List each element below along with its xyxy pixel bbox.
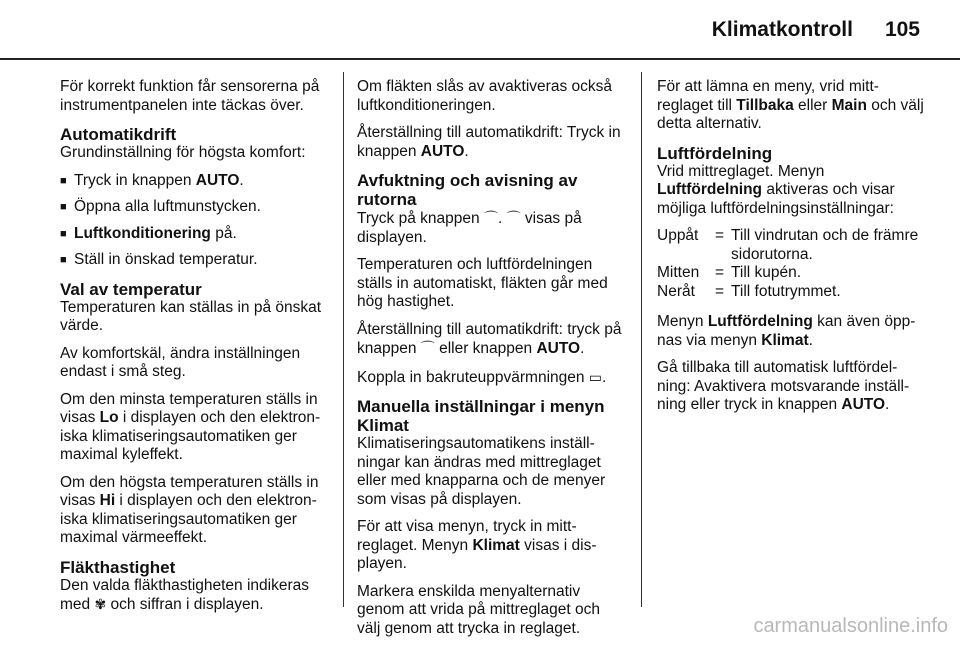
text: Den valda fläkthastigheten indikeras med bbox=[60, 576, 310, 613]
text: . bbox=[885, 396, 890, 413]
windshield-defrost-icon: ⌒ bbox=[506, 210, 521, 226]
paragraph: Markera enskilda menyalternativ genom att vrida på mittreglaget och välj genom att trycka in reglaget. bbox=[357, 582, 600, 637]
list-item: ■ Öppna alla luftmunstycken. bbox=[60, 198, 328, 217]
bold-text: Main bbox=[831, 96, 867, 114]
text: och välj detta alternativ. bbox=[657, 96, 924, 132]
paragraph: Temperaturen kan ställas in på önskat värde. bbox=[60, 298, 322, 334]
text: eller bbox=[793, 96, 832, 114]
windshield-defrost-icon: ⌒ bbox=[420, 340, 435, 356]
bold-text: Klimat bbox=[472, 536, 520, 554]
text: Återställning till automatikdrift: Tryck in knappen bbox=[357, 124, 621, 160]
paragraph: Klimatiseringsautomatikens inställ-ningar kan ändras med mittreglaget eller med knapparna och de menyer som visas på displayen. bbox=[357, 435, 606, 508]
bold-text: AUTO bbox=[841, 396, 886, 413]
paragraph bbox=[357, 518, 625, 574]
column-2 bbox=[357, 78, 625, 647]
text: Koppla in bakruteuppvärmningen bbox=[357, 368, 589, 386]
text: visas i dis-playen. bbox=[357, 536, 597, 572]
definition: Till kupén. bbox=[731, 264, 802, 281]
list-item bbox=[60, 172, 328, 191]
heading-automatic: Automatikdrift bbox=[60, 125, 177, 144]
equals: = bbox=[715, 227, 725, 244]
paragraph bbox=[657, 359, 925, 415]
bold-text: Lo bbox=[99, 409, 119, 426]
column-divider bbox=[343, 72, 344, 607]
paragraph bbox=[60, 577, 328, 615]
text: . bbox=[497, 210, 507, 227]
paragraph bbox=[357, 321, 625, 359]
page-header bbox=[712, 18, 920, 42]
definition: Till fotutrymmet. bbox=[731, 282, 841, 300]
bold-text: Luftfördelning bbox=[707, 313, 813, 330]
equals: = bbox=[715, 264, 725, 281]
text: Om den högsta temperaturen ställs in visas bbox=[60, 473, 319, 509]
paragraph bbox=[60, 391, 328, 465]
list-item bbox=[60, 225, 328, 244]
text: För att visa menyn, tryck in mitt-reglaget. Menyn bbox=[357, 518, 577, 554]
column-divider bbox=[641, 72, 642, 607]
text: Tryck på knappen bbox=[357, 210, 484, 227]
heading-manual: Manuella inställningar i menyn Klimat bbox=[357, 397, 605, 435]
page-title: Klimatkontroll bbox=[711, 18, 853, 41]
text: Återställning till automatikdrift: tryck på knappen bbox=[357, 320, 622, 357]
paragraph bbox=[657, 78, 925, 134]
equals: = bbox=[715, 282, 725, 300]
paragraph: Grundinställning för högsta komfort: bbox=[60, 144, 306, 161]
windshield-defrost-icon: ⌒ bbox=[483, 210, 498, 226]
heading-distribution: Luftfördelning bbox=[657, 143, 773, 163]
text: . bbox=[239, 171, 244, 189]
term: Mitten bbox=[657, 264, 700, 281]
column-1 bbox=[60, 78, 328, 624]
bold-text: AUTO bbox=[420, 142, 465, 160]
text: Menyn bbox=[657, 313, 708, 330]
text: . bbox=[580, 340, 585, 357]
bold-text: Hi bbox=[99, 492, 116, 509]
text: i displayen och den elektron-iska klimatiseringsautomatiken ger maximal kyleffekt. bbox=[60, 409, 321, 463]
heading-defrost: Avfuktning och avisning av rutorna bbox=[357, 171, 578, 209]
paragraph bbox=[657, 163, 925, 219]
paragraph bbox=[60, 474, 328, 548]
heading-temperature: Val av temperatur bbox=[60, 279, 202, 299]
paragraph bbox=[357, 209, 625, 247]
text: kan även öpp-nas via menyn bbox=[657, 313, 916, 349]
text: Tryck in knappen bbox=[74, 171, 196, 189]
paragraph bbox=[357, 368, 625, 388]
bold-text: Klimat bbox=[761, 331, 809, 349]
list-item: ■ Ställ in önskad temperatur. bbox=[60, 251, 328, 270]
paragraph bbox=[357, 124, 625, 161]
watermark: carmanualsonline.info bbox=[753, 615, 948, 637]
text: . bbox=[464, 142, 469, 160]
text: visas på displayen. bbox=[357, 210, 582, 246]
paragraph: Om fläkten slås av avaktiveras också luftkonditioneringen. bbox=[357, 78, 612, 114]
bold-text: Luftkonditionering bbox=[74, 224, 211, 242]
page-number: 105 bbox=[884, 18, 920, 41]
bold-text: AUTO bbox=[536, 340, 581, 357]
text: eller knappen bbox=[434, 340, 537, 357]
text: på. bbox=[210, 224, 237, 242]
definition-row bbox=[657, 264, 925, 283]
bold-text: AUTO bbox=[195, 171, 240, 189]
fan-icon: ✾ bbox=[94, 596, 107, 612]
text: . bbox=[602, 368, 607, 386]
text: . bbox=[808, 331, 813, 349]
bold-text: Tillbaka bbox=[736, 96, 794, 114]
definition-row bbox=[657, 283, 925, 302]
definition: Till vindrutan och de främre sidorutorna. bbox=[731, 227, 919, 263]
column-3 bbox=[657, 78, 925, 424]
text: i displayen och den elektron-iska klimatiseringsautomatiken ger maximal värmeeffekt. bbox=[60, 492, 317, 546]
paragraph bbox=[657, 313, 925, 350]
text: Om den minsta temperaturen ställs in visas bbox=[60, 390, 318, 426]
term: Neråt bbox=[657, 282, 695, 300]
definition-table bbox=[657, 227, 925, 301]
paragraph: Temperaturen och luftfördelningen ställs in automatiskt, fläkten går med hög hastighet. bbox=[357, 256, 608, 310]
text: Gå tillbaka till automatisk luftfördel-ning: Avaktivera motsvarande inställ-ning eller tryck in knappen bbox=[657, 359, 910, 413]
definition-row bbox=[657, 227, 925, 264]
text: Vrid mittreglaget. Menyn bbox=[657, 162, 825, 180]
bold-text: Luftfördelning bbox=[657, 181, 763, 198]
heading-fan: Fläkthastighet bbox=[60, 557, 176, 577]
header-rule bbox=[0, 58, 960, 60]
text: aktiveras och visar möjliga luftfördelningsinställningar: bbox=[657, 181, 895, 217]
paragraph: För korrekt funktion får sensorerna på instrumentpanelen inte täckas över. bbox=[60, 78, 320, 114]
text: och siffran i displayen. bbox=[106, 596, 264, 613]
paragraph: Av komfortskäl, ändra inställningen endast i små steg. bbox=[60, 344, 301, 380]
rear-window-heat-icon: ▭ bbox=[588, 368, 603, 385]
term: Uppåt bbox=[657, 227, 699, 244]
text: För att lämna en meny, vrid mitt-reglaget till bbox=[657, 78, 879, 114]
